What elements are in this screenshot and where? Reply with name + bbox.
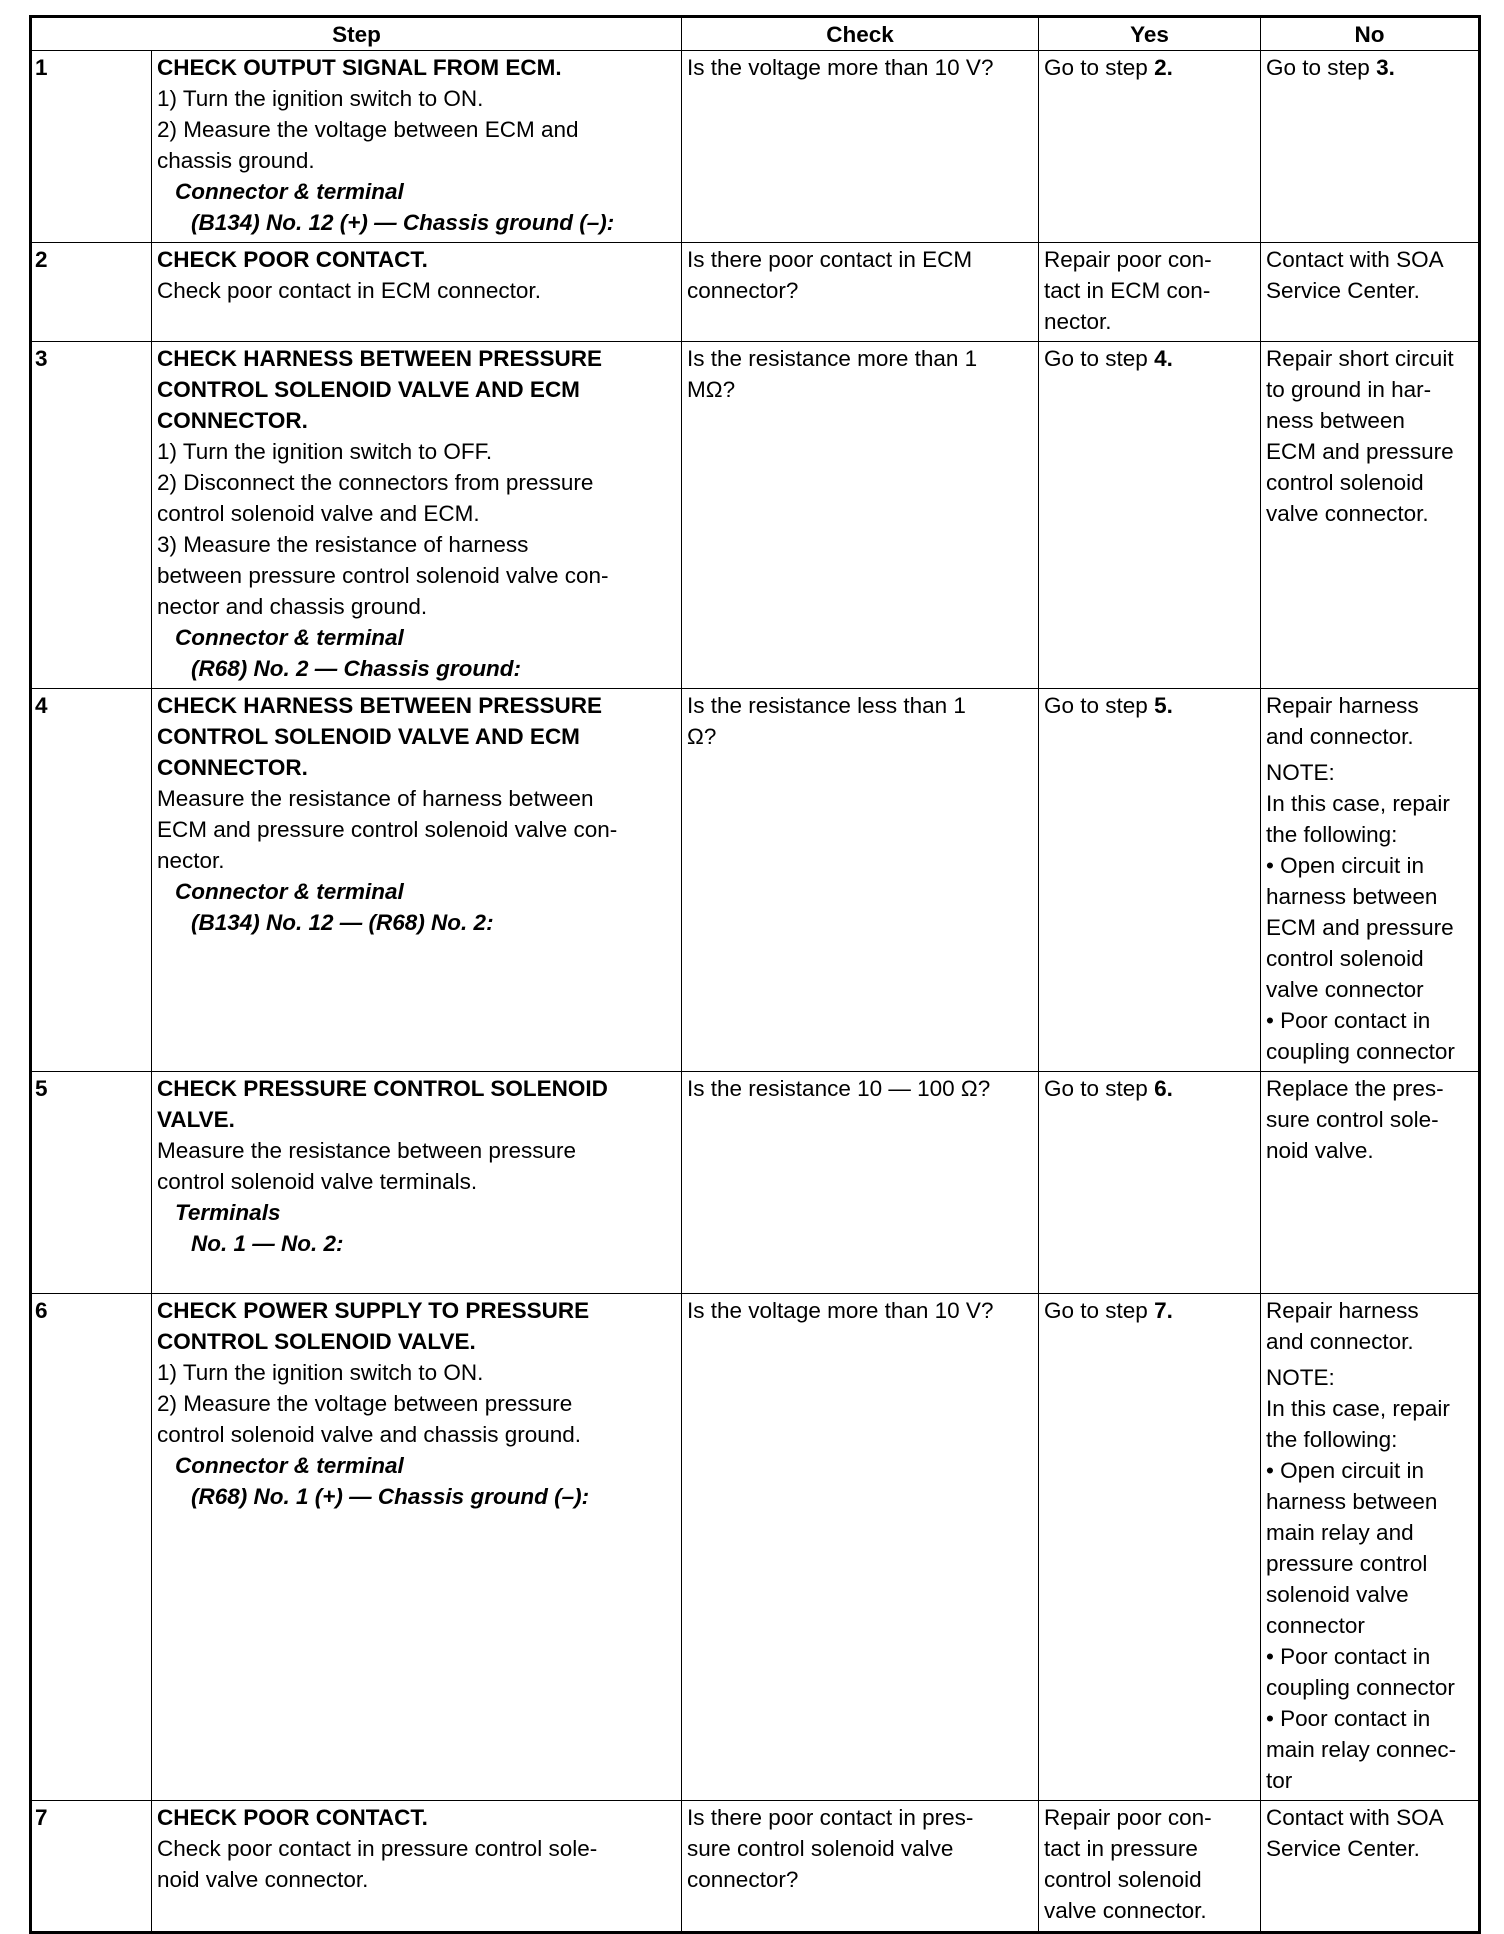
step-line: 2) Disconnect the connectors from pressure bbox=[157, 470, 594, 495]
step-cell bbox=[152, 689, 682, 1072]
step-line: 2) Measure the voltage between ECM and bbox=[157, 117, 579, 142]
no-line: and connector. bbox=[1266, 1329, 1414, 1354]
step-cell bbox=[152, 342, 682, 689]
check-line: connector? bbox=[687, 1867, 799, 1892]
yes-text: Go to step bbox=[1044, 693, 1155, 718]
note-line: ECM and pressure bbox=[1266, 915, 1454, 940]
no-line: noid valve. bbox=[1266, 1138, 1374, 1163]
no-note bbox=[1266, 757, 1473, 1067]
yes-text: Go to step bbox=[1044, 1076, 1155, 1101]
check-cell bbox=[682, 1294, 1039, 1801]
table-row bbox=[31, 689, 1480, 1072]
step-line: 1) Turn the ignition switch to OFF. bbox=[157, 439, 493, 464]
yes-line: control solenoid bbox=[1044, 1867, 1202, 1892]
diagnostic-procedure bbox=[29, 15, 1478, 1934]
yes-line: tact in pressure bbox=[1044, 1836, 1198, 1861]
note-line: • Open circuit in bbox=[1266, 853, 1424, 878]
table-row bbox=[31, 342, 1480, 689]
note-line: NOTE: bbox=[1266, 1365, 1335, 1390]
no-note bbox=[1266, 1362, 1473, 1796]
check-line: sure control solenoid valve bbox=[687, 1836, 954, 1861]
check-cell bbox=[682, 689, 1039, 1072]
yes-cell bbox=[1039, 1072, 1261, 1294]
step-line: nector. bbox=[157, 848, 225, 873]
no-line: ness between bbox=[1266, 408, 1405, 433]
yes-line: tact in ECM con- bbox=[1044, 278, 1211, 303]
yes-cell bbox=[1039, 689, 1261, 1072]
no-line: sure control sole- bbox=[1266, 1107, 1439, 1132]
note-line: main relay connec- bbox=[1266, 1737, 1457, 1762]
check-cell bbox=[682, 51, 1039, 243]
step-line: 3) Measure the resistance of harness bbox=[157, 532, 529, 557]
step-number: 3 bbox=[31, 342, 152, 689]
step-line: chassis ground. bbox=[157, 148, 315, 173]
check-text: Is the resistance 10 — 100 Ω? bbox=[687, 1076, 991, 1101]
no-cell bbox=[1261, 1294, 1480, 1801]
table-header-row bbox=[31, 17, 1480, 51]
no-cell bbox=[1261, 1801, 1480, 1933]
note-line: connector bbox=[1266, 1613, 1365, 1638]
yes-step-ref: 4. bbox=[1154, 346, 1173, 371]
connector-value: (R68) No. 2 — Chassis ground: bbox=[191, 656, 522, 681]
check-cell bbox=[682, 1072, 1039, 1294]
step-number: 1 bbox=[31, 51, 152, 243]
step-line: Check poor contact in pressure control sole- bbox=[157, 1836, 598, 1861]
connector-label: Connector & terminal bbox=[175, 625, 404, 650]
terminals-value: No. 1 — No. 2: bbox=[191, 1231, 344, 1256]
yes-text: Go to step bbox=[1044, 55, 1155, 80]
step-line: nector and chassis ground. bbox=[157, 594, 428, 619]
step-cell bbox=[152, 1072, 682, 1294]
yes-line: nector. bbox=[1044, 309, 1112, 334]
no-text: Go to step bbox=[1266, 55, 1377, 80]
step-line: control solenoid valve and chassis ground. bbox=[157, 1422, 582, 1447]
step-line: control solenoid valve and ECM. bbox=[157, 501, 480, 526]
note-line: harness between bbox=[1266, 884, 1438, 909]
step-cell bbox=[152, 51, 682, 243]
connector-label: Connector & terminal bbox=[175, 179, 404, 204]
yes-line: Repair poor con- bbox=[1044, 247, 1212, 272]
table-row bbox=[31, 1801, 1480, 1933]
check-line: Is there poor contact in pres- bbox=[687, 1805, 974, 1830]
no-line: Contact with SOA bbox=[1266, 1805, 1444, 1830]
connector-label: Connector & terminal bbox=[175, 879, 404, 904]
step-title: CHECK OUTPUT SIGNAL FROM ECM. bbox=[157, 55, 562, 80]
check-line: Is the resistance less than 1 bbox=[687, 693, 966, 718]
check-cell bbox=[682, 342, 1039, 689]
no-cell bbox=[1261, 51, 1480, 243]
note-line: valve connector bbox=[1266, 977, 1424, 1002]
step-number: 4 bbox=[31, 689, 152, 1072]
yes-cell bbox=[1039, 51, 1261, 243]
note-line: the following: bbox=[1266, 1427, 1398, 1452]
step-title: CHECK POWER SUPPLY TO PRESSURE bbox=[157, 1298, 590, 1323]
header-yes: Yes bbox=[1039, 17, 1261, 51]
note-line: tor bbox=[1266, 1768, 1293, 1793]
step-title: CHECK POOR CONTACT. bbox=[157, 247, 428, 272]
step-line: Measure the resistance between pressure bbox=[157, 1138, 576, 1163]
yes-line: Repair poor con- bbox=[1044, 1805, 1212, 1830]
note-line: In this case, repair bbox=[1266, 1396, 1450, 1421]
connector-value: (B134) No. 12 (+) — Chassis ground (–): bbox=[191, 210, 615, 235]
step-title: CHECK HARNESS BETWEEN PRESSURE bbox=[157, 346, 603, 371]
no-line: Service Center. bbox=[1266, 1836, 1420, 1861]
yes-text: Go to step bbox=[1044, 346, 1155, 371]
terminals-label: Terminals bbox=[175, 1200, 281, 1225]
check-line: Is the resistance more than 1 bbox=[687, 346, 978, 371]
diagnostic-table bbox=[29, 15, 1481, 1934]
no-line: valve connector. bbox=[1266, 501, 1429, 526]
step-line: control solenoid valve terminals. bbox=[157, 1169, 478, 1194]
no-line: Repair harness bbox=[1266, 693, 1419, 718]
no-cell bbox=[1261, 1072, 1480, 1294]
no-line: to ground in har- bbox=[1266, 377, 1432, 402]
yes-cell bbox=[1039, 342, 1261, 689]
no-line: ECM and pressure bbox=[1266, 439, 1454, 464]
step-line: ECM and pressure control solenoid valve con- bbox=[157, 817, 618, 842]
table-row bbox=[31, 1072, 1480, 1294]
check-text: Is the voltage more than 10 V? bbox=[687, 1298, 994, 1323]
no-line: Repair short circuit bbox=[1266, 346, 1454, 371]
check-cell bbox=[682, 243, 1039, 342]
check-line: Ω? bbox=[687, 724, 717, 749]
step-cell bbox=[152, 243, 682, 342]
step-line: Measure the resistance of harness between bbox=[157, 786, 594, 811]
no-step-ref: 3. bbox=[1376, 55, 1395, 80]
step-cell bbox=[152, 1801, 682, 1933]
check-cell bbox=[682, 1801, 1039, 1933]
note-line: harness between bbox=[1266, 1489, 1438, 1514]
yes-step-ref: 5. bbox=[1154, 693, 1173, 718]
yes-cell bbox=[1039, 1294, 1261, 1801]
yes-step-ref: 6. bbox=[1154, 1076, 1173, 1101]
step-line: 1) Turn the ignition switch to ON. bbox=[157, 86, 484, 111]
no-line: Service Center. bbox=[1266, 278, 1420, 303]
step-title: CHECK POOR CONTACT. bbox=[157, 1805, 428, 1830]
yes-cell bbox=[1039, 243, 1261, 342]
check-text: Is the voltage more than 10 V? bbox=[687, 55, 994, 80]
connector-label: Connector & terminal bbox=[175, 1453, 404, 1478]
note-line: main relay and bbox=[1266, 1520, 1414, 1545]
step-line: 1) Turn the ignition switch to ON. bbox=[157, 1360, 484, 1385]
note-line: • Poor contact in bbox=[1266, 1644, 1431, 1669]
step-title: VALVE. bbox=[157, 1107, 235, 1132]
note-line: coupling connector bbox=[1266, 1675, 1455, 1700]
step-line: noid valve connector. bbox=[157, 1867, 369, 1892]
no-line: Contact with SOA bbox=[1266, 247, 1444, 272]
table-row bbox=[31, 243, 1480, 342]
no-cell bbox=[1261, 243, 1480, 342]
note-line: solenoid valve bbox=[1266, 1582, 1409, 1607]
step-title: CONNECTOR. bbox=[157, 755, 308, 780]
note-line: pressure control bbox=[1266, 1551, 1428, 1576]
step-line: Check poor contact in ECM connector. bbox=[157, 278, 541, 303]
step-number: 6 bbox=[31, 1294, 152, 1801]
check-text: Is there poor contact in ECM connector? bbox=[687, 247, 973, 303]
note-line: In this case, repair bbox=[1266, 791, 1450, 816]
note-line: • Poor contact in bbox=[1266, 1008, 1431, 1033]
no-cell bbox=[1261, 342, 1480, 689]
step-cell bbox=[152, 1294, 682, 1801]
no-line: Replace the pres- bbox=[1266, 1076, 1444, 1101]
note-line: the following: bbox=[1266, 822, 1398, 847]
connector-value: (R68) No. 1 (+) — Chassis ground (–): bbox=[191, 1484, 590, 1509]
note-line: • Open circuit in bbox=[1266, 1458, 1424, 1483]
yes-step-ref: 7. bbox=[1154, 1298, 1173, 1323]
note-line: NOTE: bbox=[1266, 760, 1335, 785]
note-line: control solenoid bbox=[1266, 946, 1424, 971]
step-title: CONTROL SOLENOID VALVE. bbox=[157, 1329, 476, 1354]
header-no: No bbox=[1261, 17, 1480, 51]
note-line: • Poor contact in bbox=[1266, 1706, 1431, 1731]
table-row bbox=[31, 51, 1480, 243]
no-line: Repair harness bbox=[1266, 1298, 1419, 1323]
step-line: 2) Measure the voltage between pressure bbox=[157, 1391, 573, 1416]
step-title: CONNECTOR. bbox=[157, 408, 308, 433]
step-title: CONTROL SOLENOID VALVE AND ECM bbox=[157, 724, 580, 749]
step-line: between pressure control solenoid valve con- bbox=[157, 563, 609, 588]
step-number: 7 bbox=[31, 1801, 152, 1933]
yes-line: valve connector. bbox=[1044, 1898, 1207, 1923]
step-number: 2 bbox=[31, 243, 152, 342]
no-line: and connector. bbox=[1266, 724, 1414, 749]
check-line: MΩ? bbox=[687, 377, 736, 402]
header-check: Check bbox=[682, 17, 1039, 51]
step-title: CHECK HARNESS BETWEEN PRESSURE bbox=[157, 693, 603, 718]
yes-text: Go to step bbox=[1044, 1298, 1155, 1323]
no-line: control solenoid bbox=[1266, 470, 1424, 495]
no-cell bbox=[1261, 689, 1480, 1072]
table-row bbox=[31, 1294, 1480, 1801]
yes-step-ref: 2. bbox=[1154, 55, 1173, 80]
header-step: Step bbox=[31, 17, 682, 51]
connector-value: (B134) No. 12 — (R68) No. 2: bbox=[191, 910, 494, 935]
step-title: CHECK PRESSURE CONTROL SOLENOID bbox=[157, 1076, 608, 1101]
note-line: coupling connector bbox=[1266, 1039, 1455, 1064]
step-title: CONTROL SOLENOID VALVE AND ECM bbox=[157, 377, 580, 402]
yes-cell bbox=[1039, 1801, 1261, 1933]
step-number: 5 bbox=[31, 1072, 152, 1294]
